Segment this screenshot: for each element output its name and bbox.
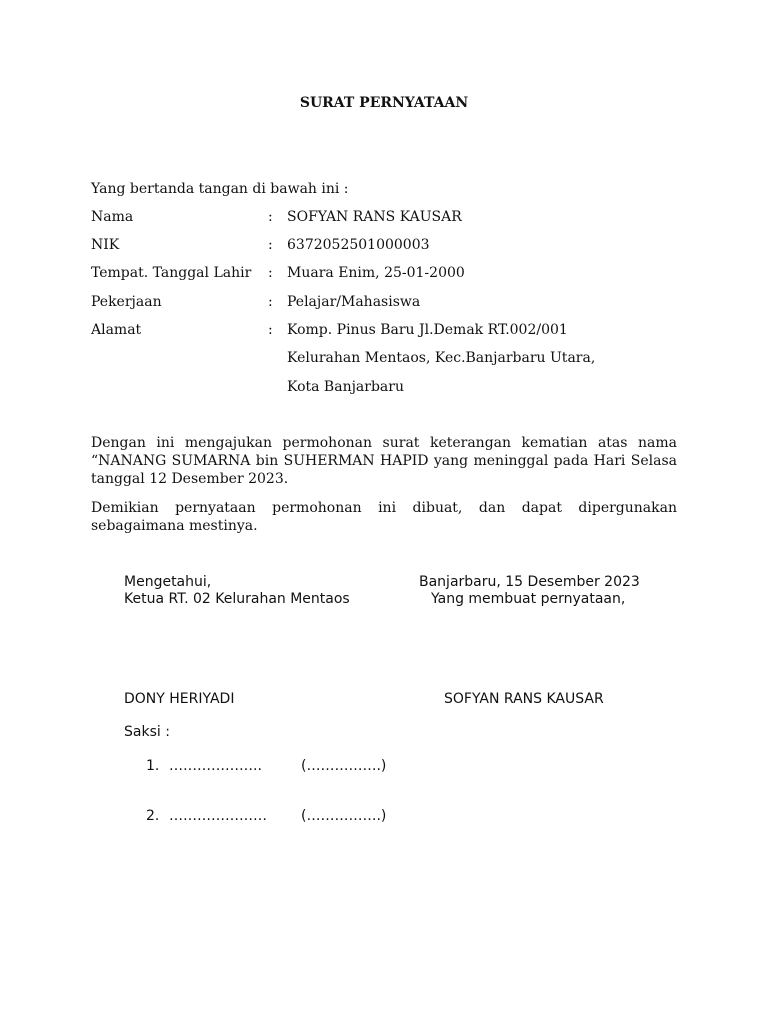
signature-right-line2: Yang membuat pernyataan, — [431, 591, 626, 607]
signature-left-line1: Mengetahui, — [124, 574, 212, 590]
field-colon: : — [268, 209, 273, 225]
field-label-birth: Tempat. Tanggal Lahir — [91, 265, 252, 281]
field-value-nama: SOFYAN RANS KAUSAR — [287, 209, 462, 225]
field-value-birth: Muara Enim, 25-01-2000 — [287, 265, 465, 281]
witness-number: 1. — [146, 758, 160, 774]
field-value-nik: 6372052501000003 — [287, 237, 430, 253]
document-title: SURAT PERNYATAAN — [299, 95, 469, 111]
signature-right-name: SOFYAN RANS KAUSAR — [444, 691, 604, 707]
signature-left-name: DONY HERIYADI — [124, 691, 235, 707]
field-label-occupation: Pekerjaan — [91, 294, 162, 310]
closing-paragraph: Demikian pernyataan permohonan ini dibuat, dan dapat dipergunakan sebagaimana mestinya. — [91, 500, 677, 534]
address-line: Kelurahan Mentaos, Kec.Banjarbaru Utara, — [287, 350, 596, 366]
field-label-nama: Nama — [91, 209, 134, 225]
witness-name-placeholder: (…………….) — [301, 808, 387, 824]
signature-right-line1: Banjarbaru, 15 Desember 2023 — [419, 574, 640, 590]
address-line: Kota Banjarbaru — [287, 379, 404, 395]
field-colon: : — [268, 265, 273, 281]
intro-text: Yang bertanda tangan di bawah ini : — [91, 181, 349, 197]
witness-number: 2. — [146, 808, 160, 824]
witness-signature-line: ………………… — [169, 808, 267, 824]
witness-name-placeholder: (…………….) — [301, 758, 387, 774]
witness-signature-line: ……………….. — [169, 758, 262, 774]
field-colon: : — [268, 237, 273, 253]
body-paragraph: Dengan ini mengajukan permohonan surat keterangan kematian atas nama “NANANG SUMARNA bin SUHERMAN HAPID yang meninggal pada Hari Selasa tanggal 12 Desember 2023. — [91, 435, 677, 487]
field-colon: : — [268, 322, 273, 338]
field-value-address: Komp. Pinus Baru Jl.Demak RT.002/001 — [287, 322, 568, 338]
field-label-address: Alamat — [91, 322, 142, 338]
field-label-nik: NIK — [91, 237, 120, 253]
witness-label: Saksi : — [124, 724, 170, 740]
field-value-occupation: Pelajar/Mahasiswa — [287, 294, 421, 310]
signature-left-line2: Ketua RT. 02 Kelurahan Mentaos — [124, 591, 350, 607]
field-colon: : — [268, 294, 273, 310]
